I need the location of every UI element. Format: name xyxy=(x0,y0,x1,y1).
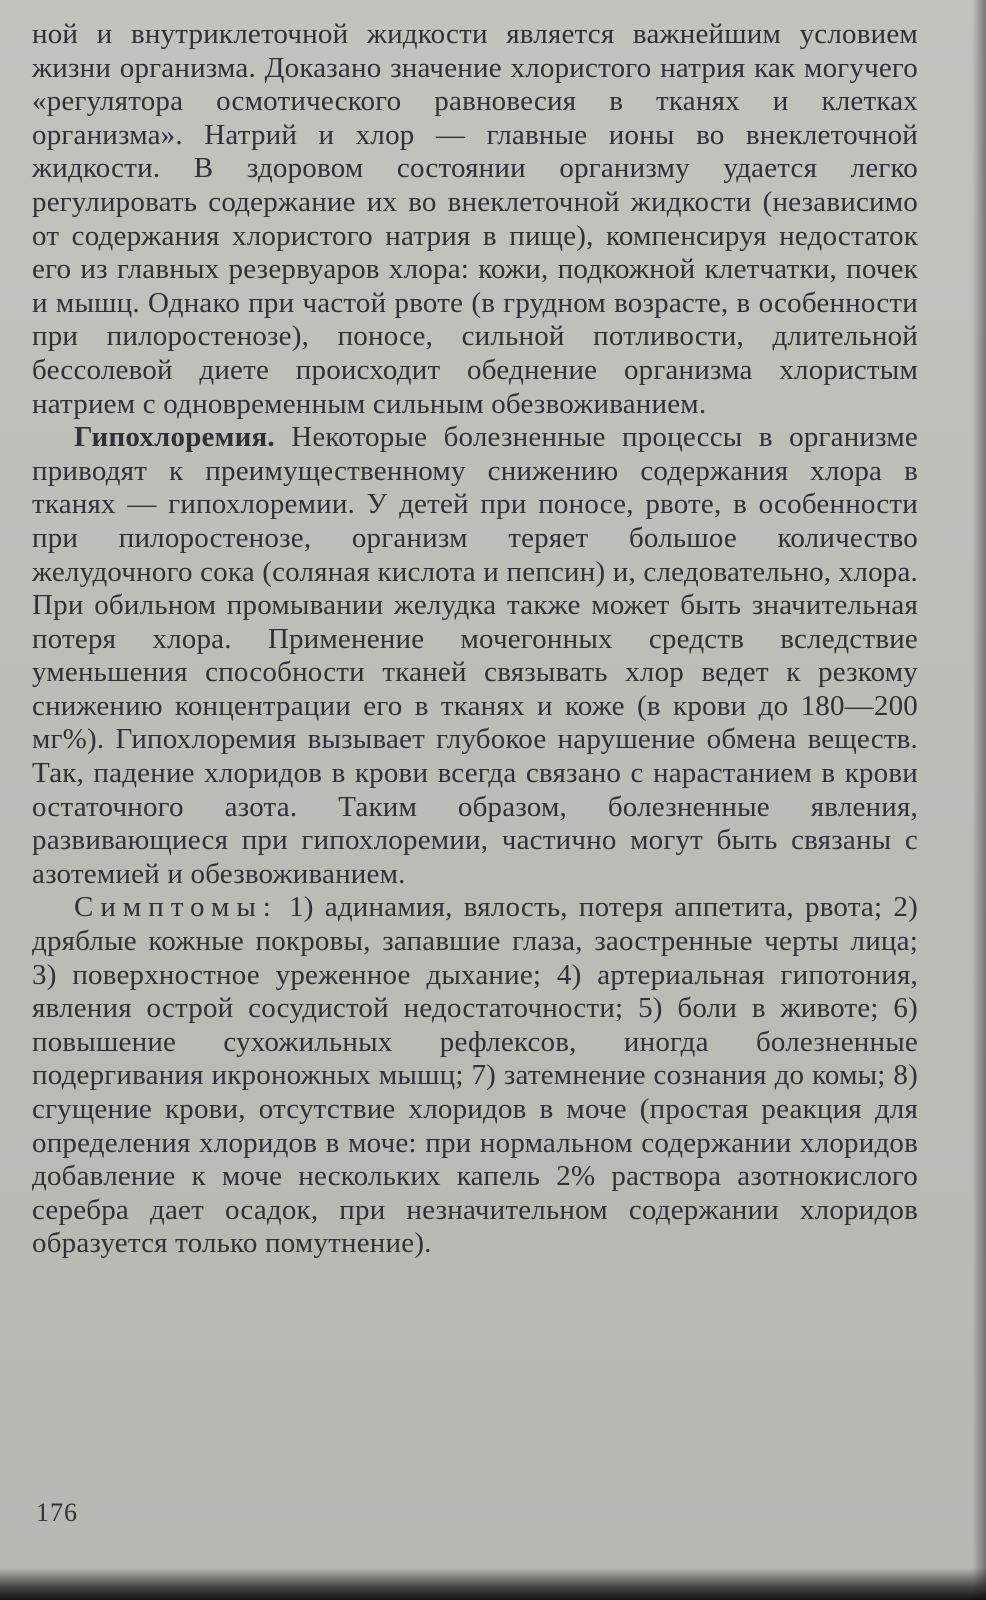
page-number: 176 xyxy=(36,1498,78,1527)
paragraph-1-text: ной и внутриклеточной жидкости является важнейшим условием жизни организма. Доказано значение хлористого натрия как могучего «регулятора осмотического равновесия в тканях и клетках организма». Натрий и хлор — главные ионы во внеклеточной жидкости. В здоровом состоянии организму удается легко регулировать содержание их во внеклеточной жидкости (независимо от содержания хлористого натрия в пище), компенсируя недостаток его из главных резервуаров хлора: кожи, подкожной клетчатки, почек и мышц. Однако при частой рвоте (в грудном возрасте, в особенности при пилоростенозе), поносе, сильной потливости, длительной бессолевой диете происходит обеднение организма хлористым натрием с одновременным сильным обезвоживанием. xyxy=(32,18,918,420)
symptoms-lead: Симптомы: xyxy=(74,891,278,924)
paragraph-symptoms xyxy=(32,891,918,1261)
paragraph-osmotic-balance xyxy=(32,18,918,421)
page-text xyxy=(32,18,918,1261)
page-edge-shadow xyxy=(972,0,986,1600)
hypochloremia-heading: Гипохлоремия. xyxy=(74,421,275,454)
paragraph-hypochloremia xyxy=(32,421,918,891)
symptoms-text: 1) адинамия, вялость, потеря аппетита, рвота; 2) дряблые кожные покровы, запавшие глаза, заостренные черты лица; 3) поверхностное уреженное дыхание; 4) артериальная гипотония, явления острой сосудистой недостаточности; 5) боли в животе; 6) повышение сухожильных рефлексов, иногда болезненные подергивания икроножных мышц; 7) затемнение сознания до комы; 8) сгущение крови, отсутствие хлоридов в моче (простая реакция для определения хлоридов в моче: при нормальном содержании хлоридов добавление к моче нескольких капель 2% раствора азотнокислого серебра дает осадок, при незначительном содержании хлоридов образуется только помутнение). xyxy=(32,891,918,1260)
scan-bottom-shadow xyxy=(0,1568,986,1600)
hypochloremia-text: Некоторые болезненные процессы в организме приводят к преимущественному снижению содержания хлора в тканях — гипохлоремии. У детей при поносе, рвоте, в особенности при пилоростенозе, организм теряет большое количество желудочного сока (соляная кислота и пепсин) и, следовательно, хлора. При обильном промывании желудка также может быть значительная потеря хлора. Применение мочегонных средств вследствие уменьшения способности тканей связывать хлор ведет к резкому снижению концентрации его в тканях и коже (в крови до 180—200 мг%). Гипохлоремия вызывает глубокое нарушение обмена веществ. Так, падение хлоридов в крови всегда связано с нарастанием в крови остаточного азота. Таким образом, болезненные явления, развивающиеся при гипохлоремии, частично могут быть связаны с азотемией и обезвоживанием. xyxy=(32,421,918,890)
